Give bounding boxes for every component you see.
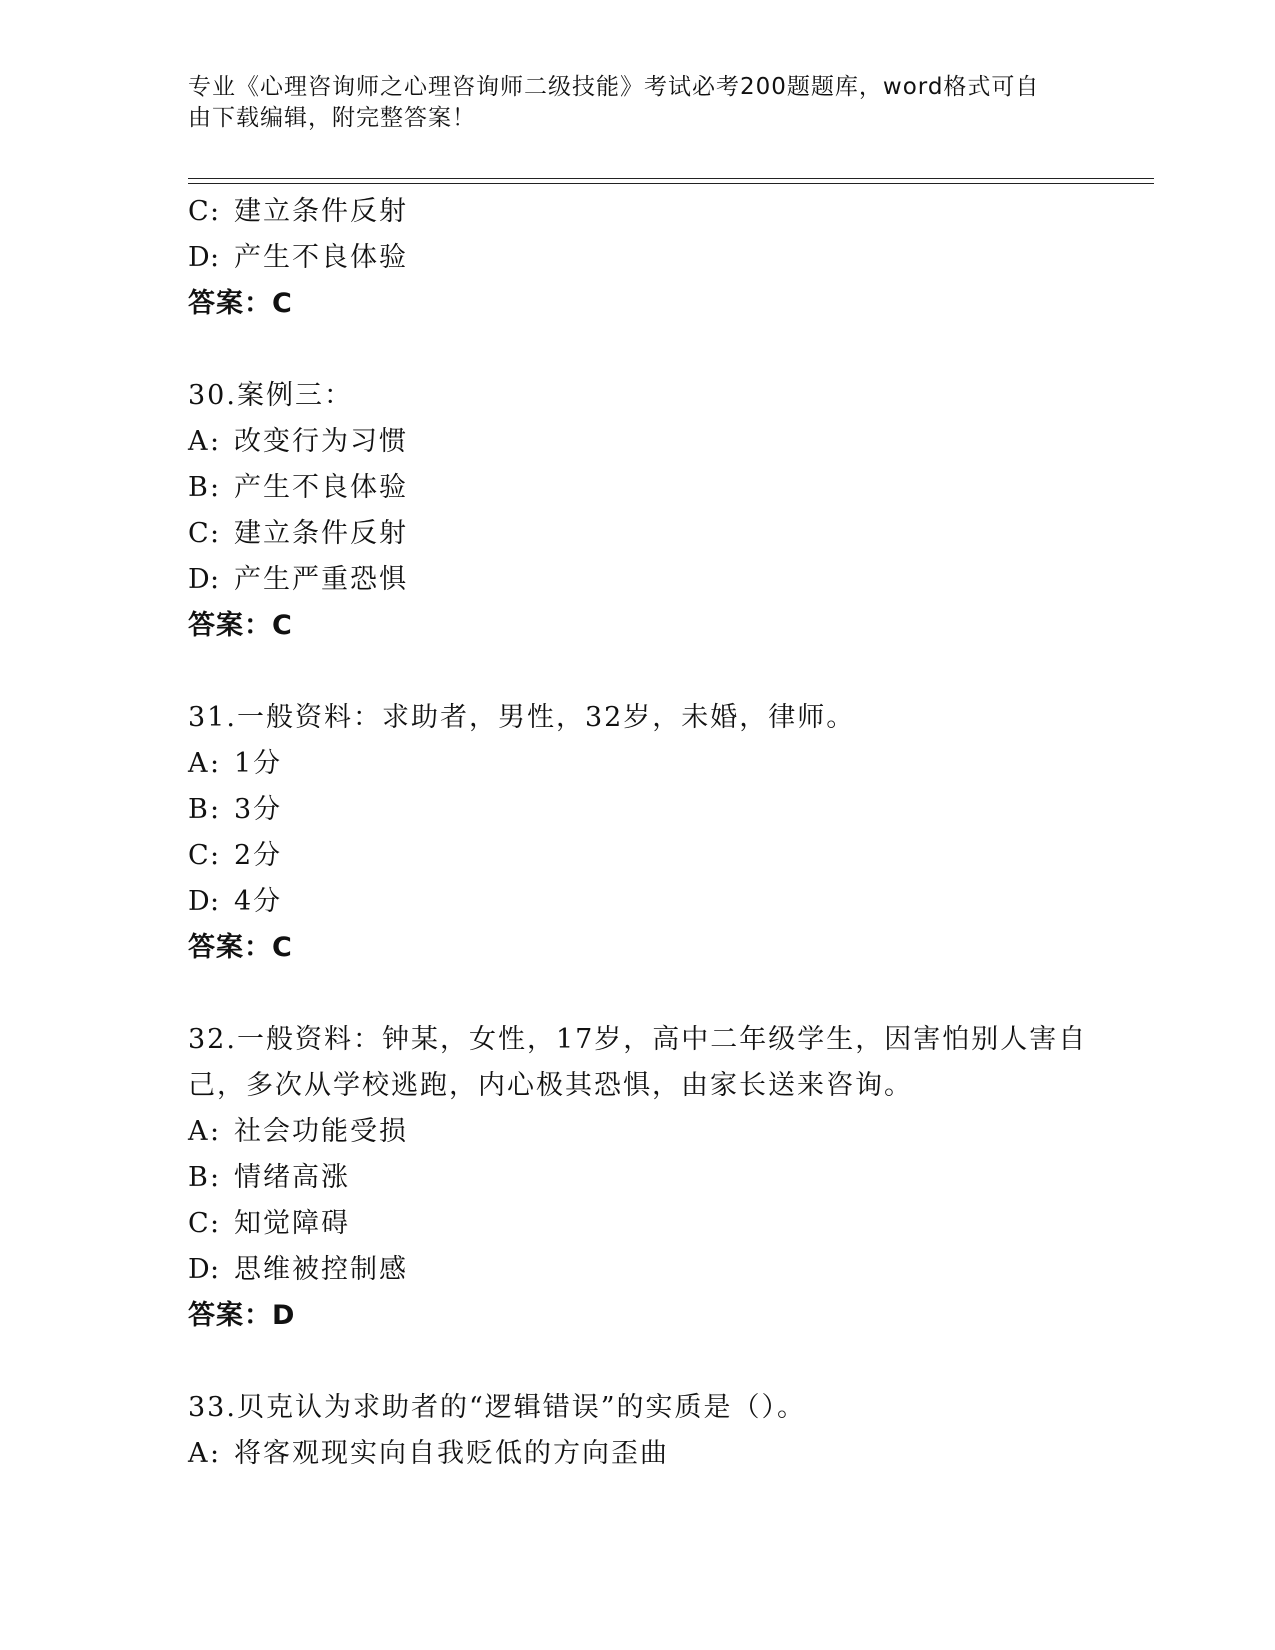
option-text: 建立条件反射 <box>234 518 408 549</box>
option-separator: : <box>210 472 222 503</box>
option-letter: D <box>188 564 212 595</box>
option-row <box>188 511 1154 557</box>
option-text: 思维被控制感 <box>234 1254 408 1285</box>
option-row <box>188 235 1154 281</box>
option-text: 社会功能受损 <box>234 1116 408 1147</box>
option-row <box>188 419 1154 465</box>
option-row <box>188 879 1154 925</box>
option-separator: : <box>210 1254 222 1285</box>
option-separator: : <box>210 1438 222 1469</box>
option-text: 产生不良体验 <box>234 472 408 503</box>
option-letter: A <box>188 426 210 457</box>
option-letter: C <box>188 196 211 227</box>
question-stem-continued: 己，多次从学校逃跑，内心极其恐惧，由家长送来咨询。 <box>188 1070 913 1101</box>
header-divider-top <box>188 178 1154 179</box>
header-line-2: 由下载编辑，附完整答案！ <box>188 105 476 131</box>
option-letter: C <box>188 840 211 871</box>
option-row <box>188 1201 1154 1247</box>
option-text: 将客观现实向自我贬低的方向歪曲 <box>234 1438 669 1469</box>
option-row <box>188 741 1154 787</box>
option-letter: A <box>188 1116 210 1147</box>
option-letter: C <box>188 1208 211 1239</box>
option-row <box>188 189 1154 235</box>
option-row <box>188 1155 1154 1201</box>
option-text: 产生严重恐惧 <box>234 564 408 595</box>
question-stem: 30.案例三： <box>188 380 353 411</box>
option-separator: : <box>210 748 222 779</box>
option-letter: B <box>188 472 210 503</box>
question-stem: 31.一般资料：求助者，男性，32岁，未婚，律师。 <box>188 702 856 733</box>
question-fragment <box>188 189 1154 327</box>
option-letter: D <box>188 1254 212 1285</box>
option-separator: : <box>210 1162 222 1193</box>
answer-line: 答案：C <box>188 932 293 963</box>
option-separator: : <box>210 242 222 273</box>
question-32 <box>188 1017 1154 1339</box>
option-row <box>188 557 1154 603</box>
option-separator: : <box>210 196 222 227</box>
question-30 <box>188 373 1154 649</box>
option-separator: : <box>210 564 222 595</box>
question-stem: 33.贝克认为求助者的“逻辑错误”的实质是（）。 <box>188 1392 807 1423</box>
option-separator: : <box>210 794 222 825</box>
spacer <box>188 1339 1154 1385</box>
option-text: 1分 <box>234 748 283 779</box>
spacer <box>188 971 1154 1017</box>
answer-line: 答案：D <box>188 1300 296 1331</box>
option-row <box>188 787 1154 833</box>
option-letter: D <box>188 242 212 273</box>
option-separator: : <box>210 840 222 871</box>
option-text: 知觉障碍 <box>234 1208 350 1239</box>
option-row <box>188 833 1154 879</box>
option-letter: D <box>188 886 212 917</box>
question-31 <box>188 695 1154 971</box>
spacer <box>188 327 1154 373</box>
answer-line: 答案：C <box>188 610 293 641</box>
option-row <box>188 1431 1154 1477</box>
option-text: 2分 <box>234 840 283 871</box>
document-header <box>188 72 1068 134</box>
option-row <box>188 1247 1154 1293</box>
spacer <box>188 649 1154 695</box>
option-text: 改变行为习惯 <box>234 426 408 457</box>
option-text: 产生不良体验 <box>234 242 408 273</box>
header-line-1: 专业《心理咨询师之心理咨询师二级技能》考试必考200题题库，word格式可自 <box>188 74 1040 100</box>
option-row <box>188 465 1154 511</box>
option-letter: C <box>188 518 211 549</box>
option-text: 4分 <box>234 886 283 917</box>
option-separator: : <box>210 426 222 457</box>
option-letter: B <box>188 1162 210 1193</box>
answer-line: 答案：C <box>188 288 293 319</box>
question-list <box>188 189 1154 1477</box>
question-33 <box>188 1385 1154 1477</box>
option-letter: B <box>188 794 210 825</box>
option-separator: : <box>210 886 222 917</box>
option-text: 建立条件反射 <box>234 196 408 227</box>
option-letter: A <box>188 748 210 779</box>
option-letter: A <box>188 1438 210 1469</box>
question-stem: 32.一般资料：钟某，女性，17岁，高中二年级学生，因害怕别人害自 <box>188 1024 1088 1055</box>
option-text: 情绪高涨 <box>234 1162 350 1193</box>
option-separator: : <box>210 518 222 549</box>
option-separator: : <box>210 1208 222 1239</box>
header-divider-bottom <box>188 183 1154 184</box>
option-row <box>188 1109 1154 1155</box>
option-separator: : <box>210 1116 222 1147</box>
option-text: 3分 <box>234 794 283 825</box>
